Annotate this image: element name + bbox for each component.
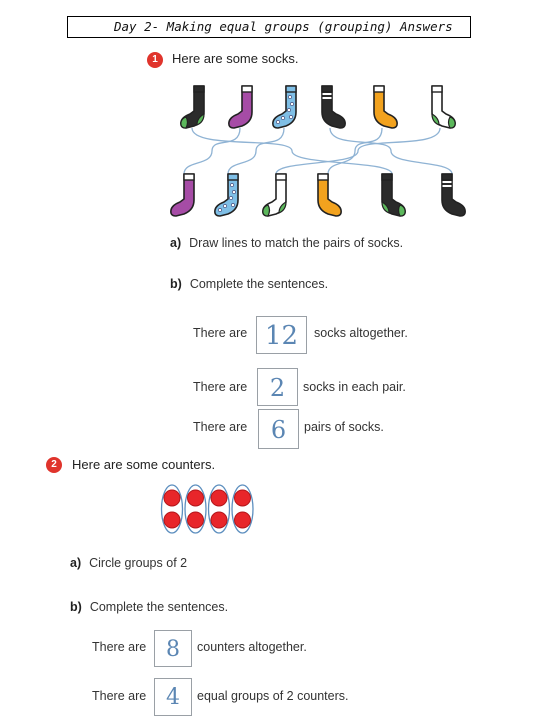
question-1-title: Here are some socks.: [172, 51, 299, 66]
q2-part-b: [70, 600, 228, 614]
q2-part-b-label: b): [70, 600, 82, 614]
question-1-badge: 1: [147, 52, 163, 68]
q1-s3-post: pairs of socks.: [304, 420, 384, 434]
counter: [235, 512, 251, 528]
q2-s1-pre: There are: [92, 640, 147, 654]
q1-s2-post: socks in each pair.: [303, 380, 406, 394]
question-2-title: Here are some counters.: [72, 457, 216, 472]
q1-part-a-label: a): [170, 236, 182, 250]
counter: [188, 512, 204, 528]
counter: [164, 512, 180, 528]
q1-s1-post: socks altogether.: [314, 326, 408, 340]
q2-part-a-label: a): [70, 556, 82, 570]
question-2-badge: 2: [46, 457, 62, 473]
counter: [211, 490, 227, 506]
q1-part-b-text: Complete the sentences.: [189, 277, 329, 291]
q2-part-b-text: Complete the sentences.: [89, 600, 229, 614]
q2-s2-answer-box[interactable]: 4: [154, 678, 192, 716]
counters-layer: [162, 485, 254, 533]
q2-part-a-text: Circle groups of 2: [89, 556, 188, 570]
q1-part-a-text: Draw lines to match the pairs of socks.: [189, 236, 404, 250]
q1-s1-pre: There are: [193, 326, 248, 340]
page-title: Day 2- Making equal groups (grouping) Answers: [67, 16, 471, 38]
q1-s1-answer-box[interactable]: 12: [256, 316, 307, 354]
counter: [235, 490, 251, 506]
q1-part-b-label: b): [170, 277, 182, 291]
q1-s3-pre: There are: [193, 420, 248, 434]
q2-s2-pre: There are: [92, 689, 147, 703]
q1-s2-answer-box[interactable]: 2: [257, 368, 298, 406]
q2-part-a: [70, 556, 187, 570]
q2-s1-answer-box[interactable]: 8: [154, 630, 192, 667]
q2-s1-post: counters altogether.: [197, 640, 307, 654]
counter: [188, 490, 204, 506]
counter: [211, 512, 227, 528]
q1-s3-answer-box[interactable]: 6: [258, 409, 299, 449]
q2-s2-post: equal groups of 2 counters.: [197, 689, 349, 703]
q1-s2-pre: There are: [193, 380, 248, 394]
counter: [164, 490, 180, 506]
